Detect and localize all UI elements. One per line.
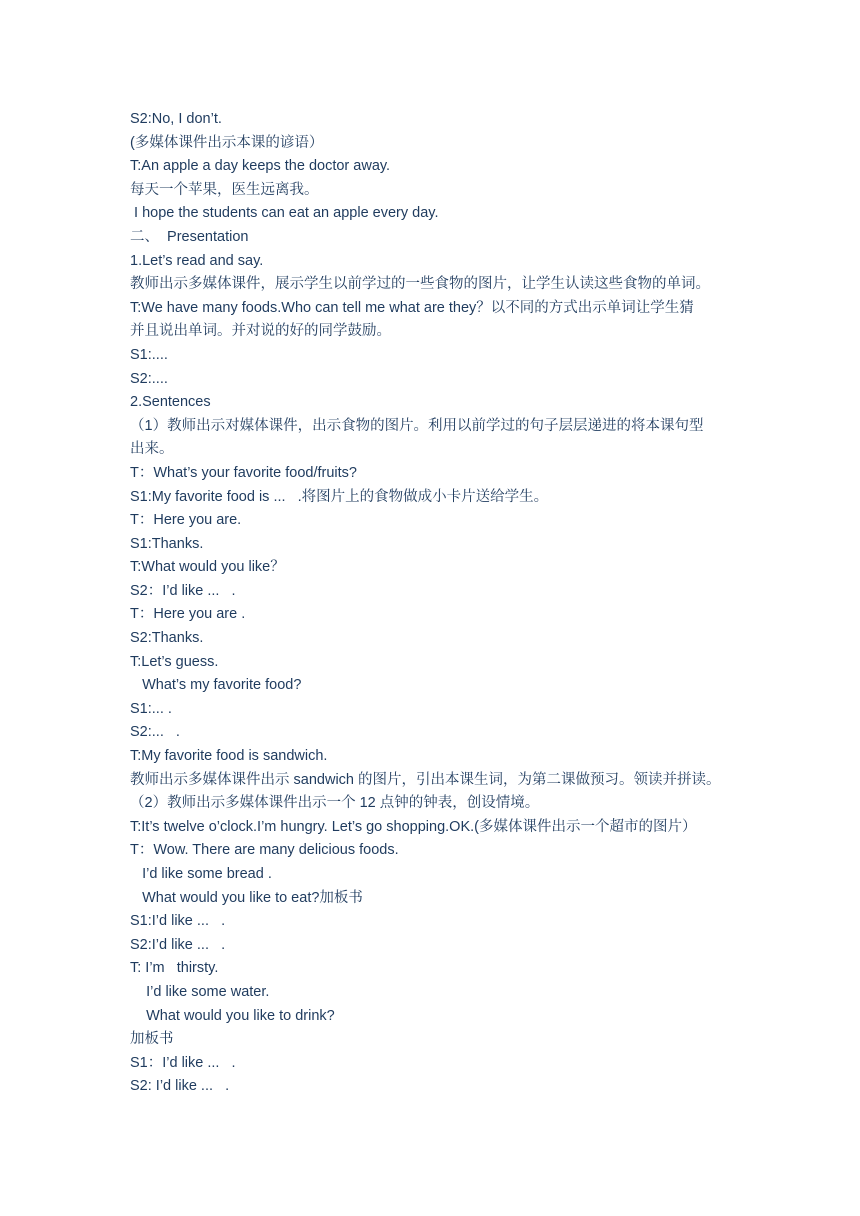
- text-line: 并且说出单词。并对说的好的同学鼓励。: [130, 323, 391, 340]
- text-line: T：Wow. There are many delicious foods.: [130, 842, 399, 859]
- text-line: 2.Sentences: [130, 394, 211, 411]
- text-line: 出来。: [130, 441, 174, 458]
- text-line: S1:... .: [130, 700, 172, 717]
- text-line: 每天一个苹果，医生远离我。: [130, 181, 319, 198]
- text-line: S1:My favorite food is ... .将图片上的食物做成小卡片送给学生。: [130, 488, 549, 505]
- text-line: S2:... .: [130, 724, 180, 741]
- text-line: T:We have many foods.Who can tell me what are they？以不同的方式出示单词让学生猜: [130, 299, 694, 316]
- text-line: T: I’m thirsty.: [130, 960, 219, 977]
- text-line: S2: I’d like ... .: [130, 1078, 230, 1095]
- text-line: (多媒体课件出示本课的谚语）: [130, 134, 324, 151]
- text-line: T:It’s twelve o’clock.I’m hungry. Let’s go shopping.OK.(多媒体课件出示一个超市的图片）: [130, 818, 697, 835]
- text-line: I’d like some bread .: [130, 866, 272, 882]
- text-line: T：What’s your favorite food/fruits?: [130, 464, 357, 481]
- text-line: S1：I’d like ... .: [130, 1054, 236, 1071]
- text-line: S2:Thanks.: [130, 630, 204, 647]
- text-line: S2:No, I don’t.: [130, 111, 222, 127]
- text-line: S2:....: [130, 370, 168, 387]
- text-line: I’d like some water.: [130, 983, 270, 1000]
- text-line: T:Let’s guess.: [130, 653, 219, 670]
- section-heading: 二、 Presentation: [130, 228, 249, 245]
- document-body: [130, 108, 740, 1099]
- text-line: （1）教师出示对媒体课件，出示食物的图片。利用以前学过的句子层层递进的将本课句型: [130, 417, 704, 434]
- text-line: S2：I’d like ... .: [130, 582, 236, 599]
- text-line: 加板书: [130, 1031, 174, 1048]
- text-line: S1:....: [130, 346, 168, 363]
- text-line: S2:I’d like ... .: [130, 936, 226, 953]
- text-line: T:What would you like？: [130, 559, 285, 576]
- text-line: I hope the students can eat an apple every day.: [130, 205, 439, 222]
- text-line: （2）教师出示多媒体课件出示一个 12 点钟的钟表，创设情境。: [130, 795, 540, 812]
- text-line: What would you like to eat?加板书: [130, 889, 363, 906]
- text-line: T:An apple a day keeps the doctor away.: [130, 158, 391, 175]
- text-line: What would you like to drink?: [130, 1007, 335, 1024]
- text-line: What’s my favorite food?: [130, 677, 302, 694]
- text-line: 1.Let’s read and say.: [130, 252, 264, 269]
- text-line: S1:I’d like ... .: [130, 913, 226, 930]
- text-line: T：Here you are .: [130, 606, 246, 623]
- text-line: T:My favorite food is sandwich.: [130, 748, 328, 765]
- text-line: T：Here you are.: [130, 512, 242, 529]
- text-line: S1:Thanks.: [130, 535, 204, 552]
- text-line: 教师出示多媒体课件，展示学生以前学过的一些食物的图片，让学生认读这些食物的单词。: [130, 276, 710, 293]
- text-line: 教师出示多媒体课件出示 sandwich 的图片，引出本课生词，为第二课做预习。领读并拼读。: [130, 771, 721, 788]
